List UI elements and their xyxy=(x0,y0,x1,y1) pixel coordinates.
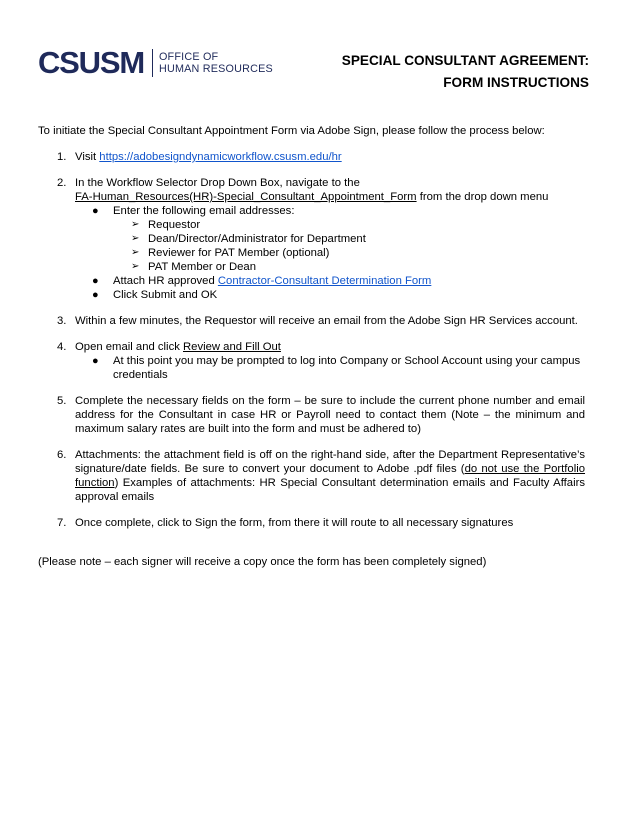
bullet-icon: ● xyxy=(92,205,99,217)
step-2 xyxy=(38,176,585,302)
logo-wordmark: CSUSM xyxy=(38,45,144,80)
step-text: Open email and click xyxy=(75,341,183,353)
step-5 xyxy=(38,394,585,436)
step-text: Complete the necessary fields on the form – be sure to include the current phone number and email address for the Consultant in case HR or Payroll need to contact them (Note – the minimum and maximum salary rates are built into the form and must be adhered to) xyxy=(75,395,585,435)
sub-bullet-text: Requestor xyxy=(148,219,201,231)
bullet-text: Attach HR approved xyxy=(113,275,218,287)
review-and-fill-out-text: Review and Fill Out xyxy=(183,341,281,353)
logo-subtitle-line2: HUMAN RESOURCES xyxy=(158,63,273,75)
step-7 xyxy=(38,516,585,530)
list-item xyxy=(75,274,585,288)
bullet-text: Enter the following email addresses: xyxy=(113,205,295,217)
list-item xyxy=(113,246,585,260)
step-number: 1. xyxy=(57,151,67,163)
step-4-bullets xyxy=(75,354,585,382)
bullet-icon: ● xyxy=(92,289,99,301)
bullet-icon: ● xyxy=(92,355,99,367)
document-title xyxy=(342,50,589,94)
step-number: 5. xyxy=(57,395,67,407)
step-3 xyxy=(38,314,585,328)
email-address-list xyxy=(113,218,585,274)
step-text: Within a few minutes, the Requestor will receive an email from the Adobe Sign HR Services account. xyxy=(75,315,578,327)
step-text: Visit xyxy=(75,151,100,163)
logo-subtitle xyxy=(159,51,273,75)
arrow-bullet-icon: ➢ xyxy=(131,247,140,258)
document-title-line1: SPECIAL CONSULTANT AGREEMENT: xyxy=(341,53,589,68)
intro-paragraph: To initiate the Special Consultant Appointment Form via Adobe Sign, please follow the process below: xyxy=(38,125,545,137)
closing-note: (Please note – each signer will receive a copy once the form has been completely signed) xyxy=(38,556,487,568)
list-item xyxy=(75,288,585,302)
step-text: Once complete, click to Sign the form, from there it will route to all necessary signatures xyxy=(75,517,514,529)
step-6 xyxy=(38,448,585,504)
arrow-bullet-icon: ➢ xyxy=(131,261,140,272)
step-text-after: from the drop down menu xyxy=(416,191,549,203)
step-2-bullets xyxy=(75,204,585,302)
step-number: 4. xyxy=(57,341,67,353)
step-text: In the Workflow Selector Drop Down Box, navigate to the xyxy=(75,177,360,189)
step-text: Attachments: the attachment field is off on the right-hand side, after the Department Representative’s signature/date fields. Be sure to convert your document to Adobe .pdf files ( xyxy=(75,449,585,475)
list-item xyxy=(113,260,585,274)
step-1 xyxy=(38,150,585,164)
step-number: 2. xyxy=(57,177,67,189)
step-text-form-line xyxy=(75,190,585,204)
determination-form-link[interactable]: Contractor-Consultant Determination Form xyxy=(217,275,432,287)
bullet-icon: ● xyxy=(92,275,99,287)
step-number: 6. xyxy=(57,449,67,461)
document-title-line2: FORM INSTRUCTIONS xyxy=(443,75,589,90)
instructions-body xyxy=(38,124,585,580)
arrow-bullet-icon: ➢ xyxy=(131,233,140,244)
csusm-hr-logo xyxy=(38,46,273,80)
steps-list xyxy=(38,150,585,530)
list-item xyxy=(113,232,585,246)
list-item xyxy=(113,218,585,232)
sub-bullet-text: Dean/Director/Administrator for Department xyxy=(148,233,366,245)
sub-bullet-text: Reviewer for PAT Member (optional) xyxy=(148,247,330,259)
sub-bullet-text: PAT Member or Dean xyxy=(148,261,256,273)
list-item xyxy=(75,204,585,274)
logo-divider xyxy=(152,49,153,77)
step-4 xyxy=(38,340,585,382)
step-text-after: ) Examples of attachments: HR Special Consultant determination emails and Faculty Affairs approval emails xyxy=(75,477,585,503)
bullet-text: Click Submit and OK xyxy=(113,289,218,301)
list-item xyxy=(75,354,585,382)
logo-subtitle-line1: OFFICE OF xyxy=(158,51,219,63)
adobe-sign-workflow-link[interactable]: https://adobesigndynamicworkflow.csusm.edu/hr xyxy=(99,151,342,163)
arrow-bullet-icon: ➢ xyxy=(131,219,140,230)
portfolio-warning-text: do not use the Portfolio function xyxy=(75,463,586,489)
form-name: FA-Human_Resources(HR)-Special_Consultant_Appointment_Form xyxy=(75,191,417,203)
step-number: 7. xyxy=(57,517,67,529)
bullet-text: At this point you may be prompted to log into Company or School Account using your campus credentials xyxy=(113,355,581,381)
step-number: 3. xyxy=(57,315,67,327)
